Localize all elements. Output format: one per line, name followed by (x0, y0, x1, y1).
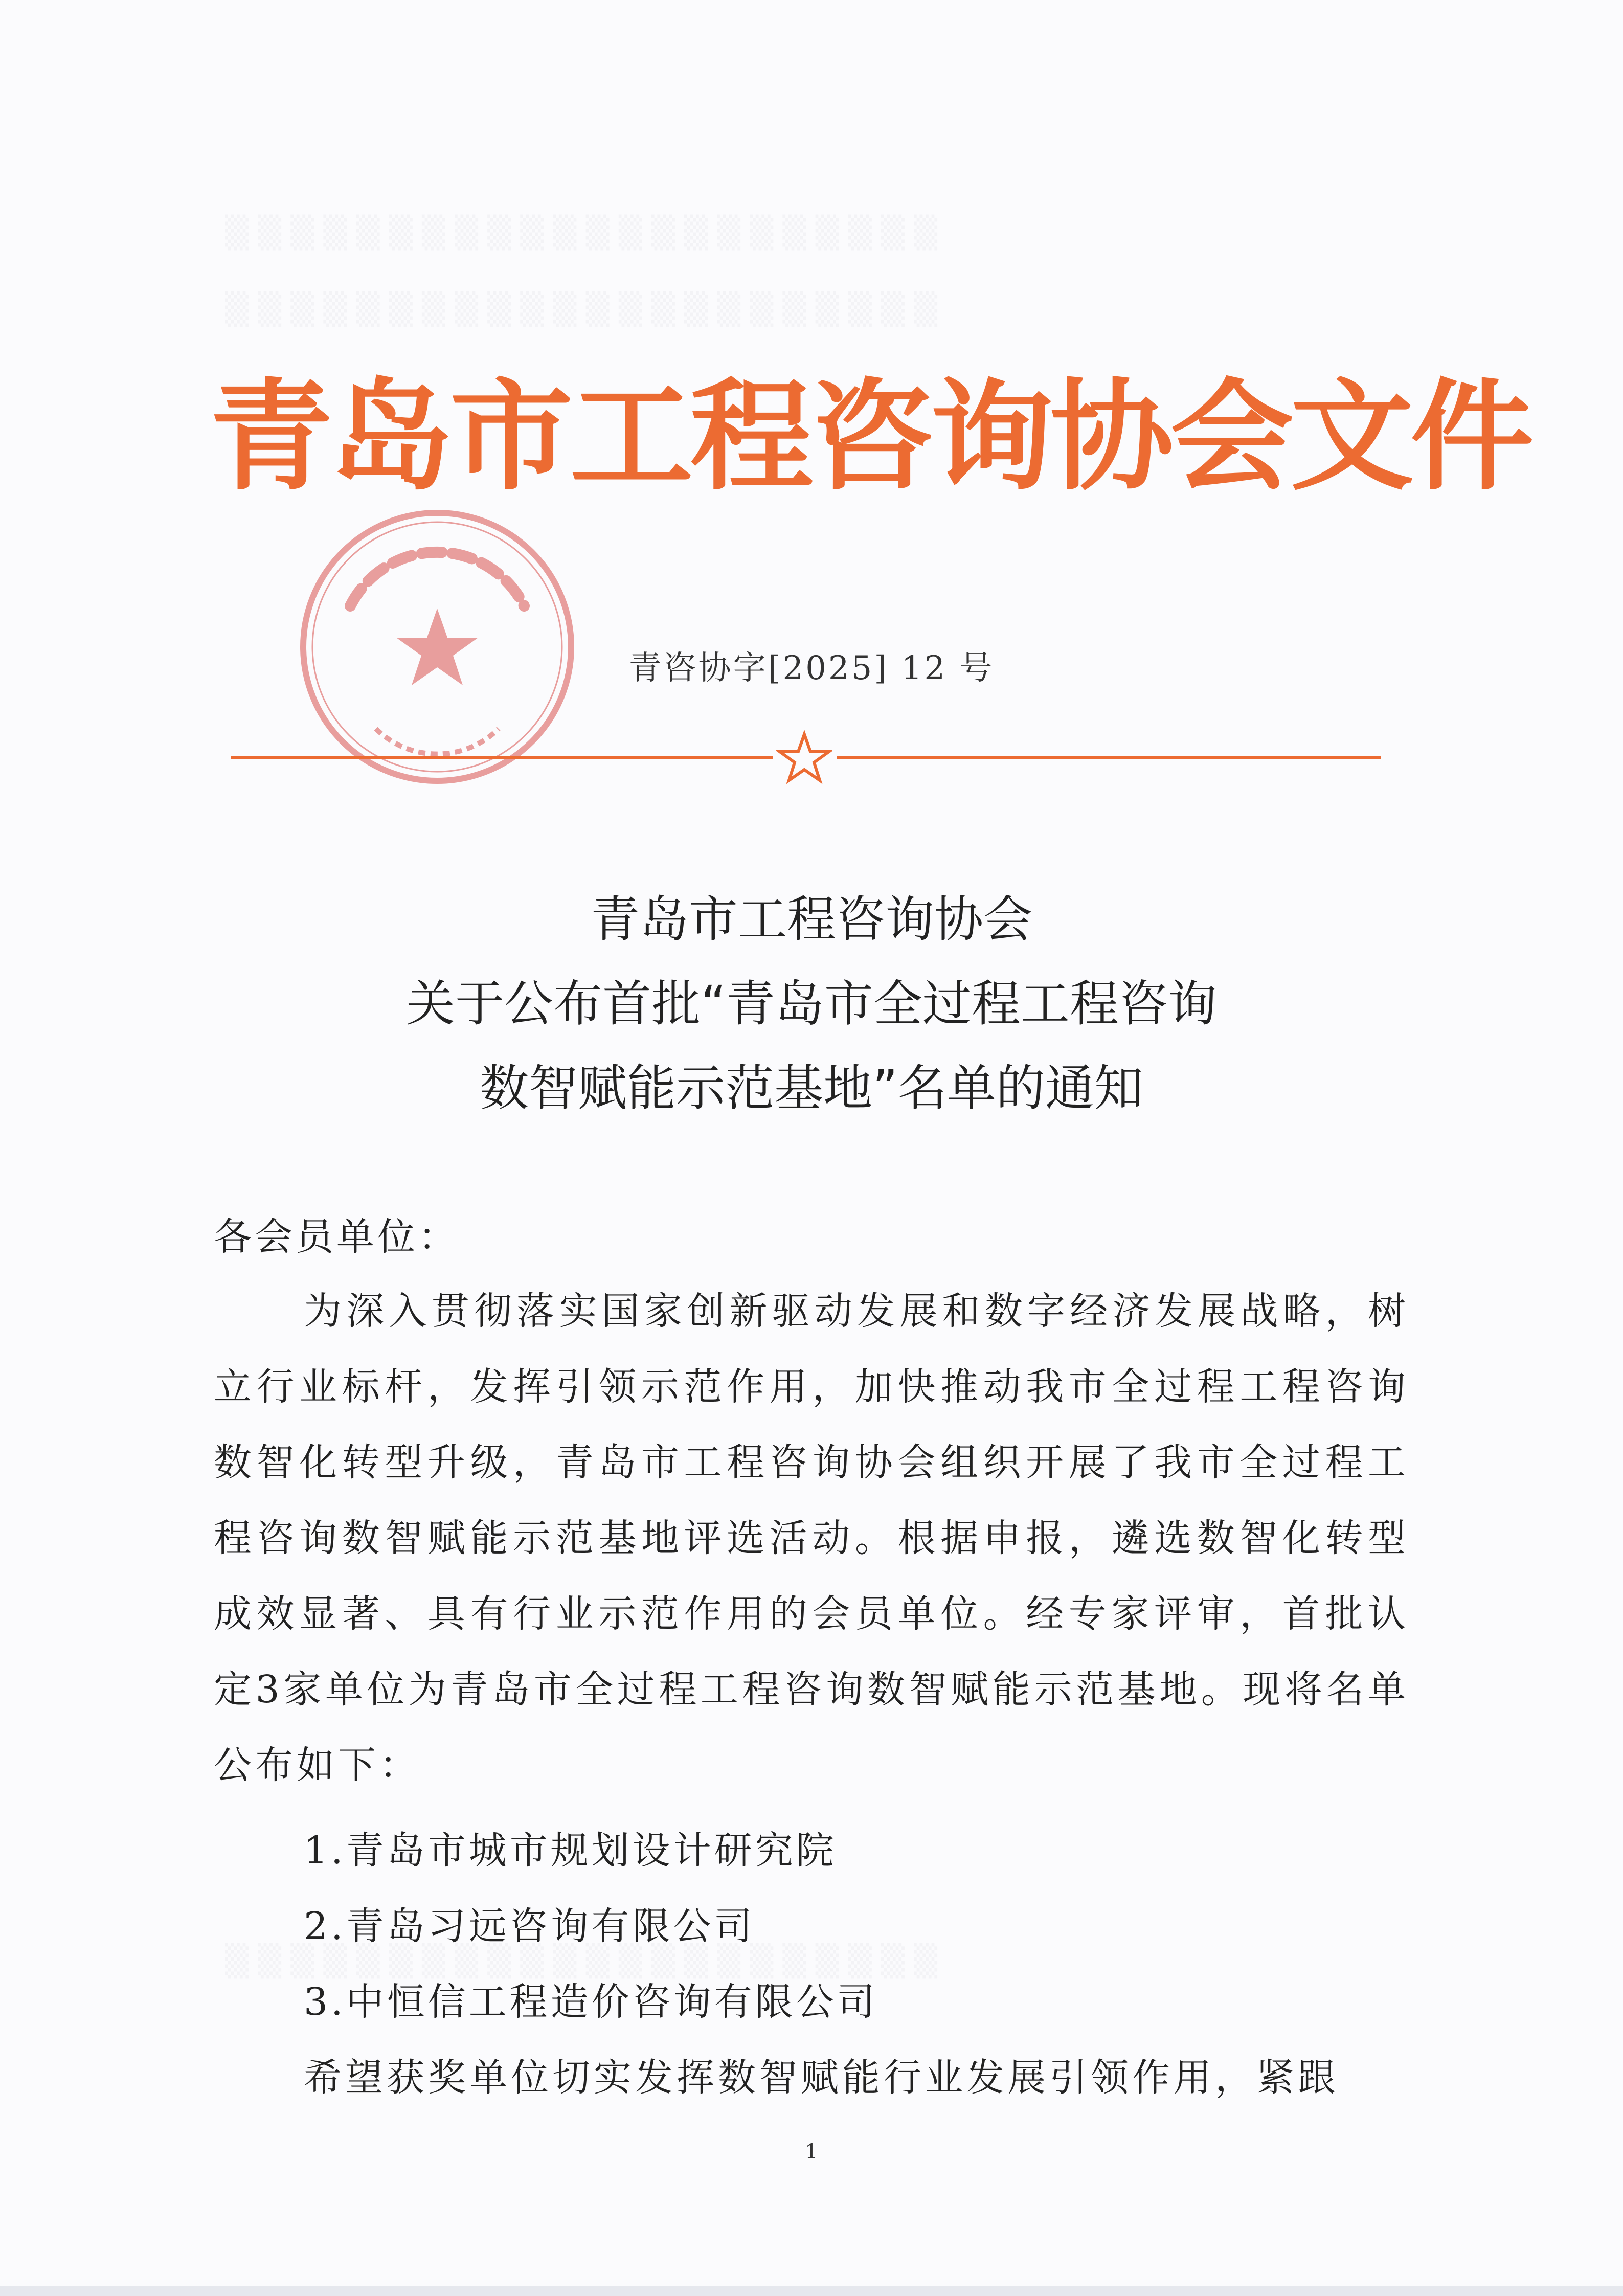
salutation: 各会员单位： (214, 1215, 459, 1259)
notice-title-line-2: 关于公布首批“青岛市全过程工程咨询 (406, 975, 1217, 1032)
list-item: 3.中恒信工程造价咨询有限公司 (304, 1980, 878, 2024)
closing-paragraph: 希望获奖单位切实发挥数智赋能行业发展引领作用，紧跟 (304, 2056, 1339, 2100)
bleed-through-text: ▒▒▒▒▒▒▒▒▒▒▒▒▒▒▒▒▒▒▒▒▒▒ (225, 1943, 947, 1979)
header-rule-right (837, 756, 1381, 759)
bleed-through-text: ▒▒▒▒▒▒▒▒▒▒▒▒▒▒▒▒▒▒▒▒▒▒ (225, 291, 947, 327)
header-rule-left (231, 756, 773, 759)
list-item: 2.青岛习远咨询有限公司 (304, 1904, 755, 1948)
list-item: 1.青岛市城市规划设计研究院 (304, 1829, 837, 1873)
notice-title-line-3: 数智赋能示范基地”名单的通知 (480, 1060, 1143, 1117)
body-paragraph: 为深入贯彻落实国家创新驱动发展和数字经济发展战略，树立行业标杆，发挥引领示范作用，加快推动我市全过程工程咨询数智化转型升级，青岛市工程咨询协会组织开展了我市全过程工程咨询数智赋能示范基地评选活动。根据申报，遴选数智化转型成效显著、具有行业示范作用的会员单位。经专家评审，首批认定3家单位为青岛市全过程工程咨询数智赋能示范基地。现将名单公布如下： (214, 1289, 1409, 1787)
notice-title-line-1: 青岛市工程咨询协会 (591, 891, 1032, 948)
star-outline-icon (776, 730, 832, 786)
page-number: 1 (805, 2140, 818, 2164)
bleed-through-text: ▒▒▒▒▒▒▒▒▒▒▒▒▒▒▒▒▒▒▒▒▒▒ (225, 215, 947, 251)
document-number: 青咨协字[2025] 12 号 (628, 649, 995, 687)
masthead-title: 青岛市工程咨询协会文件 (210, 368, 1531, 507)
page-bottom-edge (0, 2286, 1623, 2296)
